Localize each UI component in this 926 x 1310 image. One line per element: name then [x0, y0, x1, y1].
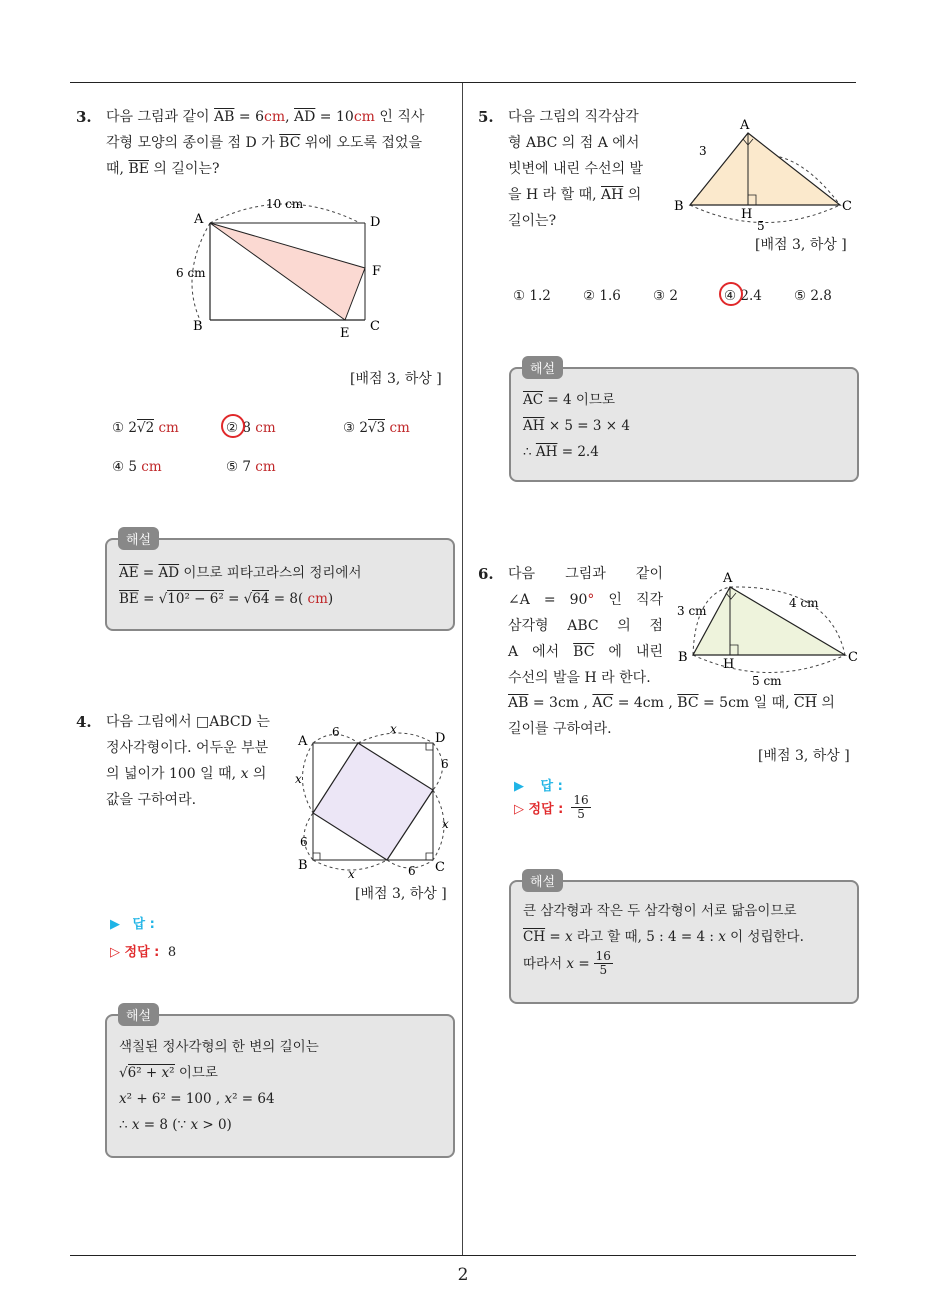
q3-choice-3[interactable]: ③ 2√3 cm	[343, 420, 410, 436]
q3-folded-region	[210, 223, 365, 320]
q6-label-B: B	[678, 650, 688, 665]
q4-label-6-right: 6	[441, 757, 449, 771]
q6-label-C: C	[848, 650, 858, 665]
q3-label-A: A	[194, 212, 204, 227]
q4-shaded-square	[313, 743, 433, 860]
q4-label-A: A	[298, 734, 308, 749]
q6-text-line-4: A 에서 $\overline{BC}$ 에 내린	[508, 644, 663, 660]
q6-expl-line-1: 큰 삼각형과 작은 두 삼각형이 서로 닮음이므로	[523, 903, 797, 919]
q5-score: [배점 3, 하상 ]	[755, 237, 847, 253]
q4-number: 4.	[76, 713, 92, 731]
q5-expl-line-3: ∴ $\overline{AH} = 2.4$	[523, 444, 599, 460]
q5-choice-1[interactable]: ① 1.2	[513, 288, 551, 304]
q5-text-line-4: 을 H 라 할 때, $\overline{AH}$ 의	[508, 187, 642, 203]
q3-expl-line-2: $\overline{BE} = √10^2 - 6^2 = √64 = 8$( cm)	[119, 591, 334, 607]
q6-expl-fraction	[594, 950, 613, 977]
q5-text-line-1: 다음 그림의 직각삼각	[508, 109, 639, 125]
q6-explanation-box	[509, 880, 859, 1004]
q6-correct-numerator: 16	[573, 793, 589, 807]
q4-label-B: B	[298, 858, 308, 873]
q5-choice-2[interactable]: ② 1.6	[583, 288, 621, 304]
q5-text	[508, 104, 643, 234]
q5-text-line-3: 빗변에 내린 수선의 발	[508, 161, 644, 177]
q5-text-line-5: 길이는?	[508, 213, 557, 229]
q5-expl-line-1: $\overline{AC} = 4$ 이므로	[523, 392, 615, 408]
q3-label-left: 6 cm	[176, 266, 206, 280]
q5-explanation-box	[509, 367, 859, 482]
q4-text	[106, 709, 270, 813]
q6-label-ab: 3 cm	[677, 604, 707, 618]
q5-label-C: C	[842, 199, 852, 214]
q5-label-B: B	[674, 199, 684, 214]
q5-choice-5[interactable]: ⑤ 2.8	[794, 288, 832, 304]
q4-text-line-2: 정사각형이다. 어두운 부분	[106, 740, 269, 756]
q4-expl-line-1: 색칠된 정사각형의 한 변의 길이는	[119, 1039, 319, 1055]
q6-label-A: A	[723, 571, 733, 586]
q4-text-line-4: 값을 구하여라.	[106, 792, 197, 808]
q6-expl-line-2: $\overline{CH} = x$ 라고 할 때, 5 : 4 = 4 : x 이 성립한다.	[523, 929, 804, 945]
q6-explanation-tag: 해설	[522, 869, 563, 892]
q4-correct-value: 8	[167, 945, 177, 960]
q6-text-line-1: 다음 그림과 같이	[508, 566, 663, 582]
q4-text-line-1: 다음 그림에서 □ABCD 는	[106, 714, 270, 730]
q3-explanation-box	[105, 538, 455, 631]
q4-text-line-3: 의 넓이가 100 일 때, x 의	[106, 766, 267, 782]
q4-label-x-bottom: x	[348, 867, 355, 878]
q3-text-line-2: 각형 모양의 종이를 점 D 가 $\overline{BC}$ 위에 오도록 접었을	[106, 135, 422, 151]
column-divider	[462, 83, 463, 1255]
q4-explanation-box	[105, 1014, 455, 1158]
q5-selected-mark	[717, 280, 745, 308]
q5-figure	[670, 115, 860, 230]
q3-label-F: F	[372, 264, 382, 279]
q6-answer-label: 답 :	[540, 779, 563, 794]
q4-label-x-right: x	[442, 817, 449, 831]
q4-label-C: C	[435, 860, 445, 875]
q6-text-line-6: $\overline{AB} = 3cm$ , $\overline{AC} = 4cm$ , $\overline{BC} = 5cm$ 일 때, $\overline{CH}$ 의	[508, 695, 835, 711]
q6-expl-denominator: 5	[599, 963, 608, 977]
q6-text-line-5: 수선의 발을 H 라 한다.	[508, 670, 651, 686]
q6-correct-fraction	[571, 794, 590, 821]
q4-expl-line-3: x² + 6² = 100 , x² = 64	[119, 1091, 275, 1107]
q3-text-line-1: 다음 그림과 같이 $\overline{AB} = 6cm$, $\overline{AD} = 10cm$ 인 직사	[106, 109, 425, 125]
q6-number: 6.	[478, 565, 494, 583]
q4-label-D: D	[435, 731, 446, 746]
q4-answer-label: 답 :	[132, 917, 155, 932]
q4-label-x-top: x	[390, 722, 397, 736]
q6-correct-label: ▷ 정답 :	[514, 802, 564, 817]
q3-choice-1[interactable]: ① 2√2 cm	[112, 420, 179, 436]
q4-expl-line-2: √6² + x² 이므로	[119, 1065, 218, 1081]
q4-explanation-tag: 해설	[118, 1003, 159, 1026]
q5-label-A: A	[740, 118, 750, 133]
q4-label-6-top: 6	[332, 725, 340, 739]
q4-label-6-left: 6	[300, 835, 308, 849]
q4-label-x-left: x	[295, 772, 302, 786]
q6-text-line-3: 삼각형 ABC 의 점	[508, 618, 663, 634]
q4-correct-label: ▷ 정답 :	[110, 945, 160, 960]
q3-label-B: B	[193, 319, 203, 334]
q4-correct-line	[110, 941, 176, 960]
q3-label-D: D	[370, 215, 381, 230]
q5-explanation-tag: 해설	[522, 356, 563, 379]
q6-expl-numerator: 16	[595, 949, 611, 963]
q3-text-line-3: 때, $\overline{BE}$ 의 길이는?	[106, 161, 220, 177]
q6-label-bc: 5 cm	[752, 674, 782, 688]
q6-text-line-2: ∠A = 90° 인 직각	[508, 592, 663, 608]
q3-label-E: E	[340, 326, 350, 341]
page-number: 2	[457, 1265, 469, 1285]
q4-figure	[290, 718, 460, 878]
q3-choice-2[interactable]: ② 8 cm	[226, 420, 276, 436]
q6-triangle	[693, 587, 845, 655]
top-rule	[70, 82, 856, 83]
bottom-rule	[70, 1255, 856, 1256]
q3-explanation-tag: 해설	[118, 527, 159, 550]
q3-figure	[170, 195, 395, 345]
q4-answer-line[interactable]	[110, 913, 155, 932]
q4-label-6-bottom: 6	[408, 864, 416, 878]
q3-choice-4[interactable]: ④ 5 cm	[112, 459, 162, 475]
q3-selected-mark	[219, 412, 247, 440]
q6-text-full	[508, 690, 835, 742]
q6-figure	[675, 565, 865, 690]
q3-text	[106, 104, 424, 182]
q6-answer-line[interactable]	[514, 775, 563, 794]
q6-text	[508, 561, 663, 691]
q3-label-C: C	[370, 319, 380, 334]
q5-number: 5.	[478, 108, 494, 126]
q6-label-H: H	[723, 657, 735, 672]
q4-answer-arrow-icon: ▶	[110, 917, 120, 932]
q5-expl-line-2: $\overline{AH} \times 5 = 3 \times 4$	[523, 418, 630, 434]
q4-expl-line-4: ∴ x = 8 (∵ x > 0)	[119, 1117, 232, 1133]
q3-expl-line-1: $\overline{AE} = \overline{AD}$ 이므로 피타고라스의 정리에서	[119, 565, 362, 581]
q6-label-ac: 4 cm	[789, 596, 819, 610]
q6-answer-arrow-icon: ▶	[514, 779, 524, 794]
q4-score: [배점 3, 하상 ]	[355, 886, 447, 902]
q5-label-3: 3	[699, 144, 707, 158]
q3-number: 3.	[76, 108, 92, 126]
q3-choice-5[interactable]: ⑤ 7 cm	[226, 459, 276, 475]
q6-text-line-7: 길이를 구하여라.	[508, 721, 612, 737]
q5-text-line-2: 형 ABC 의 점 A 에서	[508, 135, 640, 151]
q5-choice-4[interactable]: ④ 2.4	[724, 288, 762, 304]
q5-label-H: H	[741, 207, 753, 222]
q6-correct-denominator: 5	[577, 807, 585, 821]
q5-triangle	[690, 133, 840, 205]
q6-score: [배점 3, 하상 ]	[758, 748, 850, 764]
q6-correct-line	[514, 794, 591, 821]
q6-expl-line-3: 따라서 x = $\frac{16}{5}$	[523, 949, 611, 977]
q5-label-5: 5	[757, 219, 765, 230]
q3-label-top: 10 cm	[266, 197, 304, 211]
q3-score: [배점 3, 하상 ]	[350, 371, 442, 387]
q5-choice-3[interactable]: ③ 2	[653, 288, 678, 304]
